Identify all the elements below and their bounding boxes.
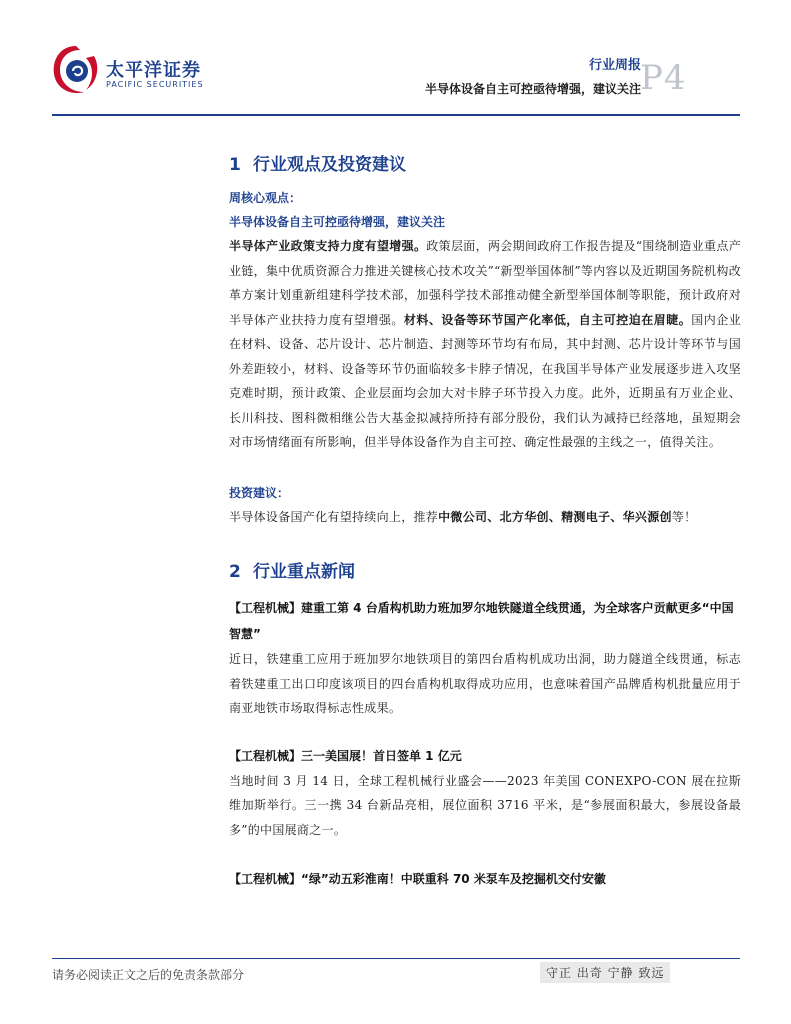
news-title: 【工程机械】“绿”动五彩淮南！中联重科 70 米泵车及挖掘机交付安徽 xyxy=(229,872,606,886)
section-1-heading xyxy=(229,150,741,180)
investment-advice-text xyxy=(229,505,741,530)
header-divider xyxy=(52,114,740,116)
pacific-securities-logo-icon xyxy=(50,42,102,98)
main-content xyxy=(229,150,741,892)
investment-text-pre: 半导体设备国产化有望持续向上，推荐 xyxy=(229,509,439,524)
investment-text-post: 等！ xyxy=(671,509,697,524)
news-body: 近日，铁建重工应用于班加罗尔地铁项目的第四台盾构机成功出洞，助力隧道全线贯通，标志着铁建重工出口印度该项目的四台盾构机取得成功应用，也意味着国产品牌盾构机批量应用于南亚地铁市场取得标志性成果。 xyxy=(229,652,741,715)
core-view-label: 周核心观点： xyxy=(229,191,302,205)
core-view-paragraph xyxy=(229,234,741,455)
investment-advice-label: 投资建议： xyxy=(229,485,290,500)
news-body: 当地时间 3 月 14 日，全球工程机械行业盛会——2023 年美国 CONEXPO-CON 展在拉斯维加斯举行。三一携 34 台新品亮相，展位面积 3716 平米，是“参展面积最大，参展设备最多”的中国展商之一。 xyxy=(229,773,741,837)
page-number: P4 xyxy=(640,58,687,98)
policy-lead: 半导体产业政策支持力度有望增强。 xyxy=(229,239,427,253)
policy-text: 政策层面，两会期间政府工作报告提及“围绕制造业重点产业链，集中优质资源合力推进关键核心技术攻关”“新型举国体制”等内容以及近期国务院机构改革方案计划重新组建科学技术部，加强科学技术部推动健全新型举国体制等职能，预计政府对半导体产业扶持力度有望增强。 xyxy=(229,239,741,327)
news-title: 【工程机械】建重工第 4 台盾构机助力班加罗尔地铁隧道全线贯通，为全球客户贡献更多“中国智慧” xyxy=(229,601,734,641)
report-type: 行业周报 xyxy=(588,58,641,73)
footer-divider xyxy=(52,958,740,959)
localization-lead: 材料、设备等环节国产化率低，自主可控迫在眉睫。 xyxy=(403,312,692,327)
company-logo xyxy=(50,42,210,102)
logo-chinese-name: 太平洋证券 xyxy=(106,60,201,81)
footer-disclaimer: 请务必阅读正文之后的免责条款部分 xyxy=(52,968,245,982)
news-title: 【工程机械】三一美国展！首日签单 1 亿元 xyxy=(229,748,462,763)
section-1-title: 行业观点及投资建议 xyxy=(253,155,406,175)
core-view-headline: 半导体设备自主可控亟待增强，建议关注 xyxy=(229,215,446,229)
report-title: 半导体设备自主可控亟待增强，建议关注 xyxy=(424,82,641,96)
recommended-companies: 中微公司、北方华创、精测电子、华兴源创 xyxy=(438,509,672,524)
section-1-number: 1 xyxy=(229,155,241,175)
footer-motto: 守正 出奇 宁静 致远 xyxy=(540,962,670,983)
section-2-title: 行业重点新闻 xyxy=(253,562,355,582)
logo-english-name: PACIFIC SECURITIES xyxy=(106,80,204,89)
localization-text: 国内企业在材料、设备、芯片设计、芯片制造、封测等环节均有布局，其中封测、芯片设计等环节与国外差距较小，材料、设备等环节仍面临较多卡脖子情况，在我国半导体产业发展逐步进入攻坚克难时期，预计政策、企业层面均会加大对卡脖子环节投入力度。此外，近期虽有万业企业、长川科技、图科微相继公告大基金拟减持所持有部分股份，我们认为减持已经落地，虽短期会对市场情绪面有所影响，但半导体设备作为自主可控、确定性最强的主线之一，值得关注。 xyxy=(229,312,742,449)
section-2-number: 2 xyxy=(229,562,241,582)
section-2-heading xyxy=(229,557,741,587)
